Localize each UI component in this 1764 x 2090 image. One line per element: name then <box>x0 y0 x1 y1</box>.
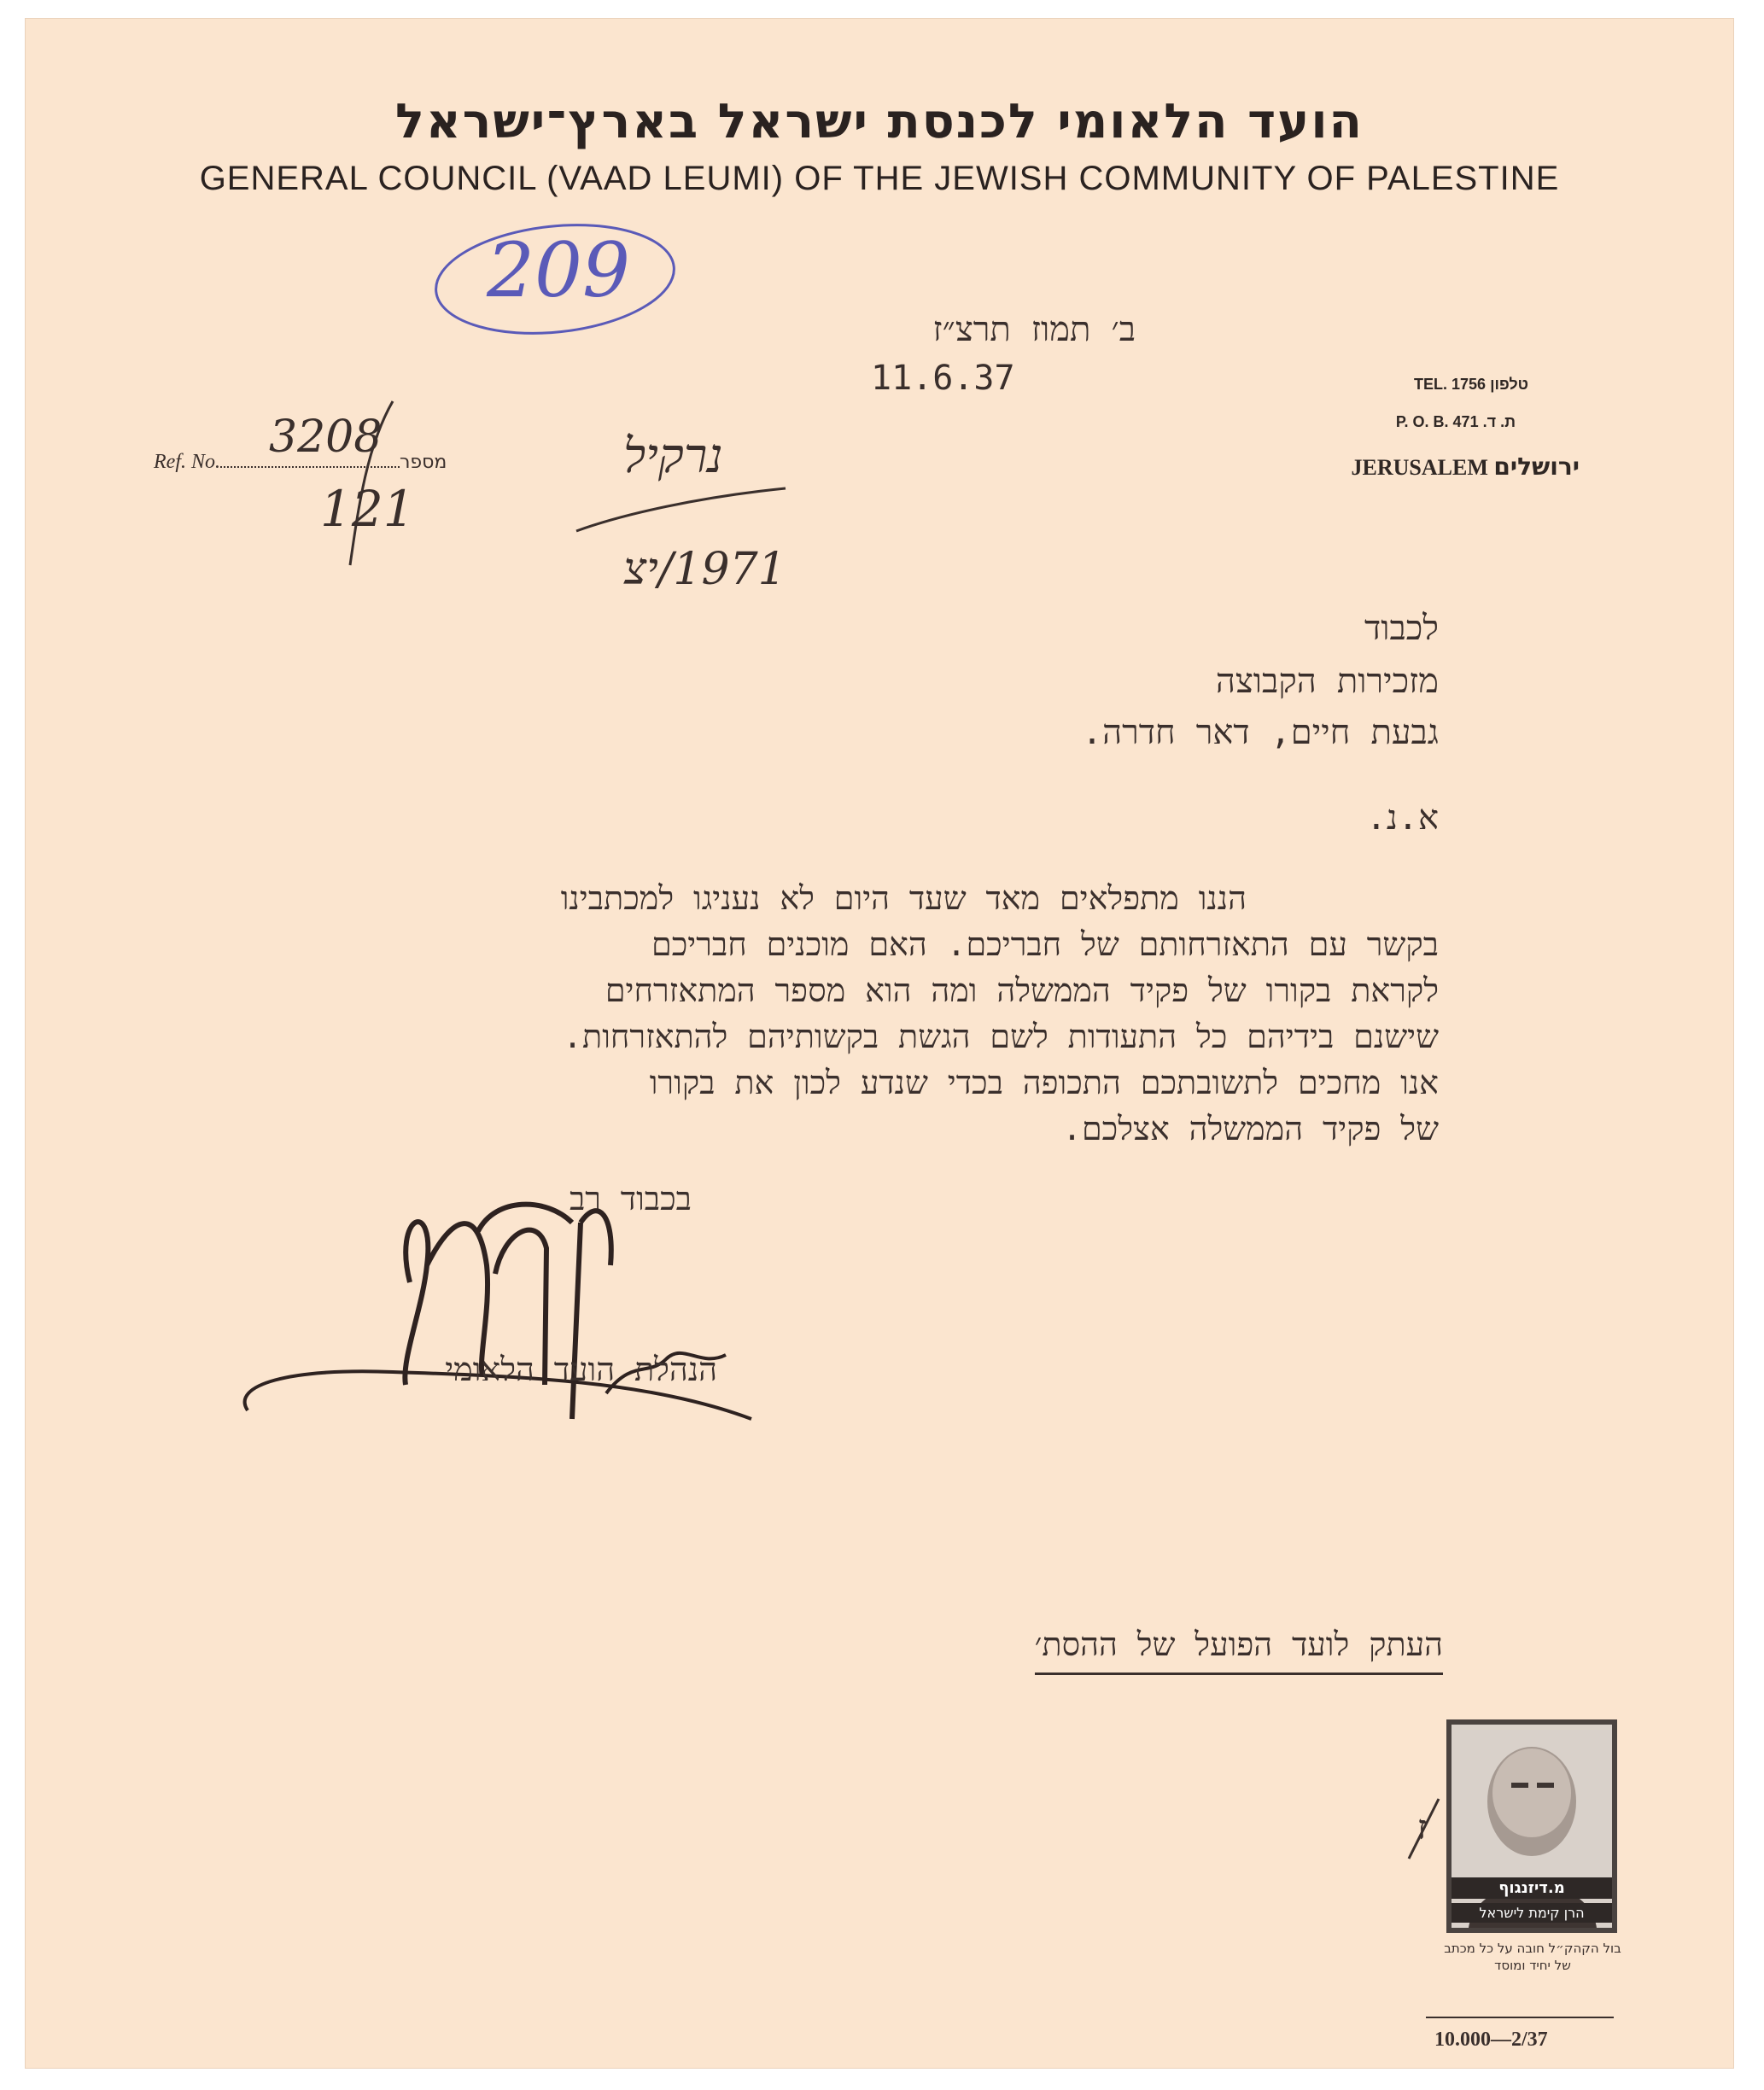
telephone: TEL. 1756 טלפון <box>1414 376 1528 393</box>
print-code-rule <box>1426 2017 1614 2018</box>
body-line-2: בקשר עם התאזרחותם של חבריכם. האם מוכנים חבריכם <box>651 925 1439 963</box>
signature-icon <box>222 1163 820 1436</box>
letter-page <box>26 19 1733 2068</box>
city <box>1352 452 1580 481</box>
stamp-portrait <box>1452 1725 1612 1928</box>
handwritten-note-top: נרקיל <box>623 429 723 484</box>
ref-handwritten-sub: 121 <box>320 480 415 538</box>
ref-pen-stroke-icon <box>342 394 410 574</box>
handwritten-note-bottom: 1971/יצ <box>623 544 786 595</box>
signature-organization: הנהלת הועד הלאומי <box>445 1351 717 1388</box>
letterhead-english: GENERAL COUNCIL (VAAD LEUMI) OF THE JEWISH COMMUNITY OF PALESTINE <box>199 160 1560 197</box>
note-underline-icon <box>572 463 794 540</box>
body-line-3: לקראת בקורו של פקיד הממשלה ומה הוא מספר המתאזרחים <box>605 972 1439 1009</box>
body-line-5: אנו מחכים לתשובתכם התכופה בכדי שנדע לכון את בקורו <box>649 1064 1439 1101</box>
date-numeric: 11.6.37 <box>871 359 1015 398</box>
circled-number-text: 209 <box>487 226 630 314</box>
salutation: א.נ. <box>1365 798 1439 838</box>
date-hebrew: ב׳ תמוז תרצ״ז <box>932 310 1136 349</box>
stamp-caption-name: מ.דיזנגוף <box>1452 1877 1612 1899</box>
print-code: 10.000—2/37 <box>1434 2029 1548 2051</box>
body-line-6: של פקיד הממשלה אצלכם. <box>1062 1110 1439 1147</box>
stamp-note: בול הקהק״ל חובה על כל מכתב של יחיד ומוסד <box>1444 1941 1621 1973</box>
circled-number-annotation <box>427 211 683 347</box>
postage-stamp <box>1446 1719 1617 1933</box>
letterhead-hebrew: הועד הלאומי לכנסת ישראל בארץ־ישראל <box>394 94 1364 149</box>
city-english: JERUSALEM <box>1351 455 1488 480</box>
po-box: P. O. B. 471 .ת. ד <box>1395 413 1516 430</box>
recipient-line-1: לכבוד <box>1364 609 1439 648</box>
slash-mark-icon <box>1392 1795 1452 1863</box>
ref-label-en: Ref. No. <box>154 451 220 473</box>
copy-to-line: העתק לועד הפועל של ההסת׳ <box>1035 1626 1443 1675</box>
ref-handwritten-number: 3208 <box>269 412 383 463</box>
body-line-4: שישנם בידיהם כל התעודות לשם הגשת בקשותיהם להתאזרחות. <box>563 1018 1439 1055</box>
ref-label-he: מספר <box>400 452 447 473</box>
recipient-line-3: גבעת חיים, דאר חדרה. <box>1082 713 1439 752</box>
stamp-caption-org: הרן קימת לישראל <box>1452 1903 1612 1923</box>
recipient-line-2: מזכירות הקבוצה <box>1215 662 1439 701</box>
body-line-1: הננו מתפלאים מאד שעד היום לא נעניגו למכתבינו <box>560 879 1247 917</box>
closing: בכבוד רב <box>569 1180 692 1217</box>
city-hebrew: ירושלים <box>1493 452 1580 481</box>
z-mark: ז <box>1417 1808 1428 1848</box>
